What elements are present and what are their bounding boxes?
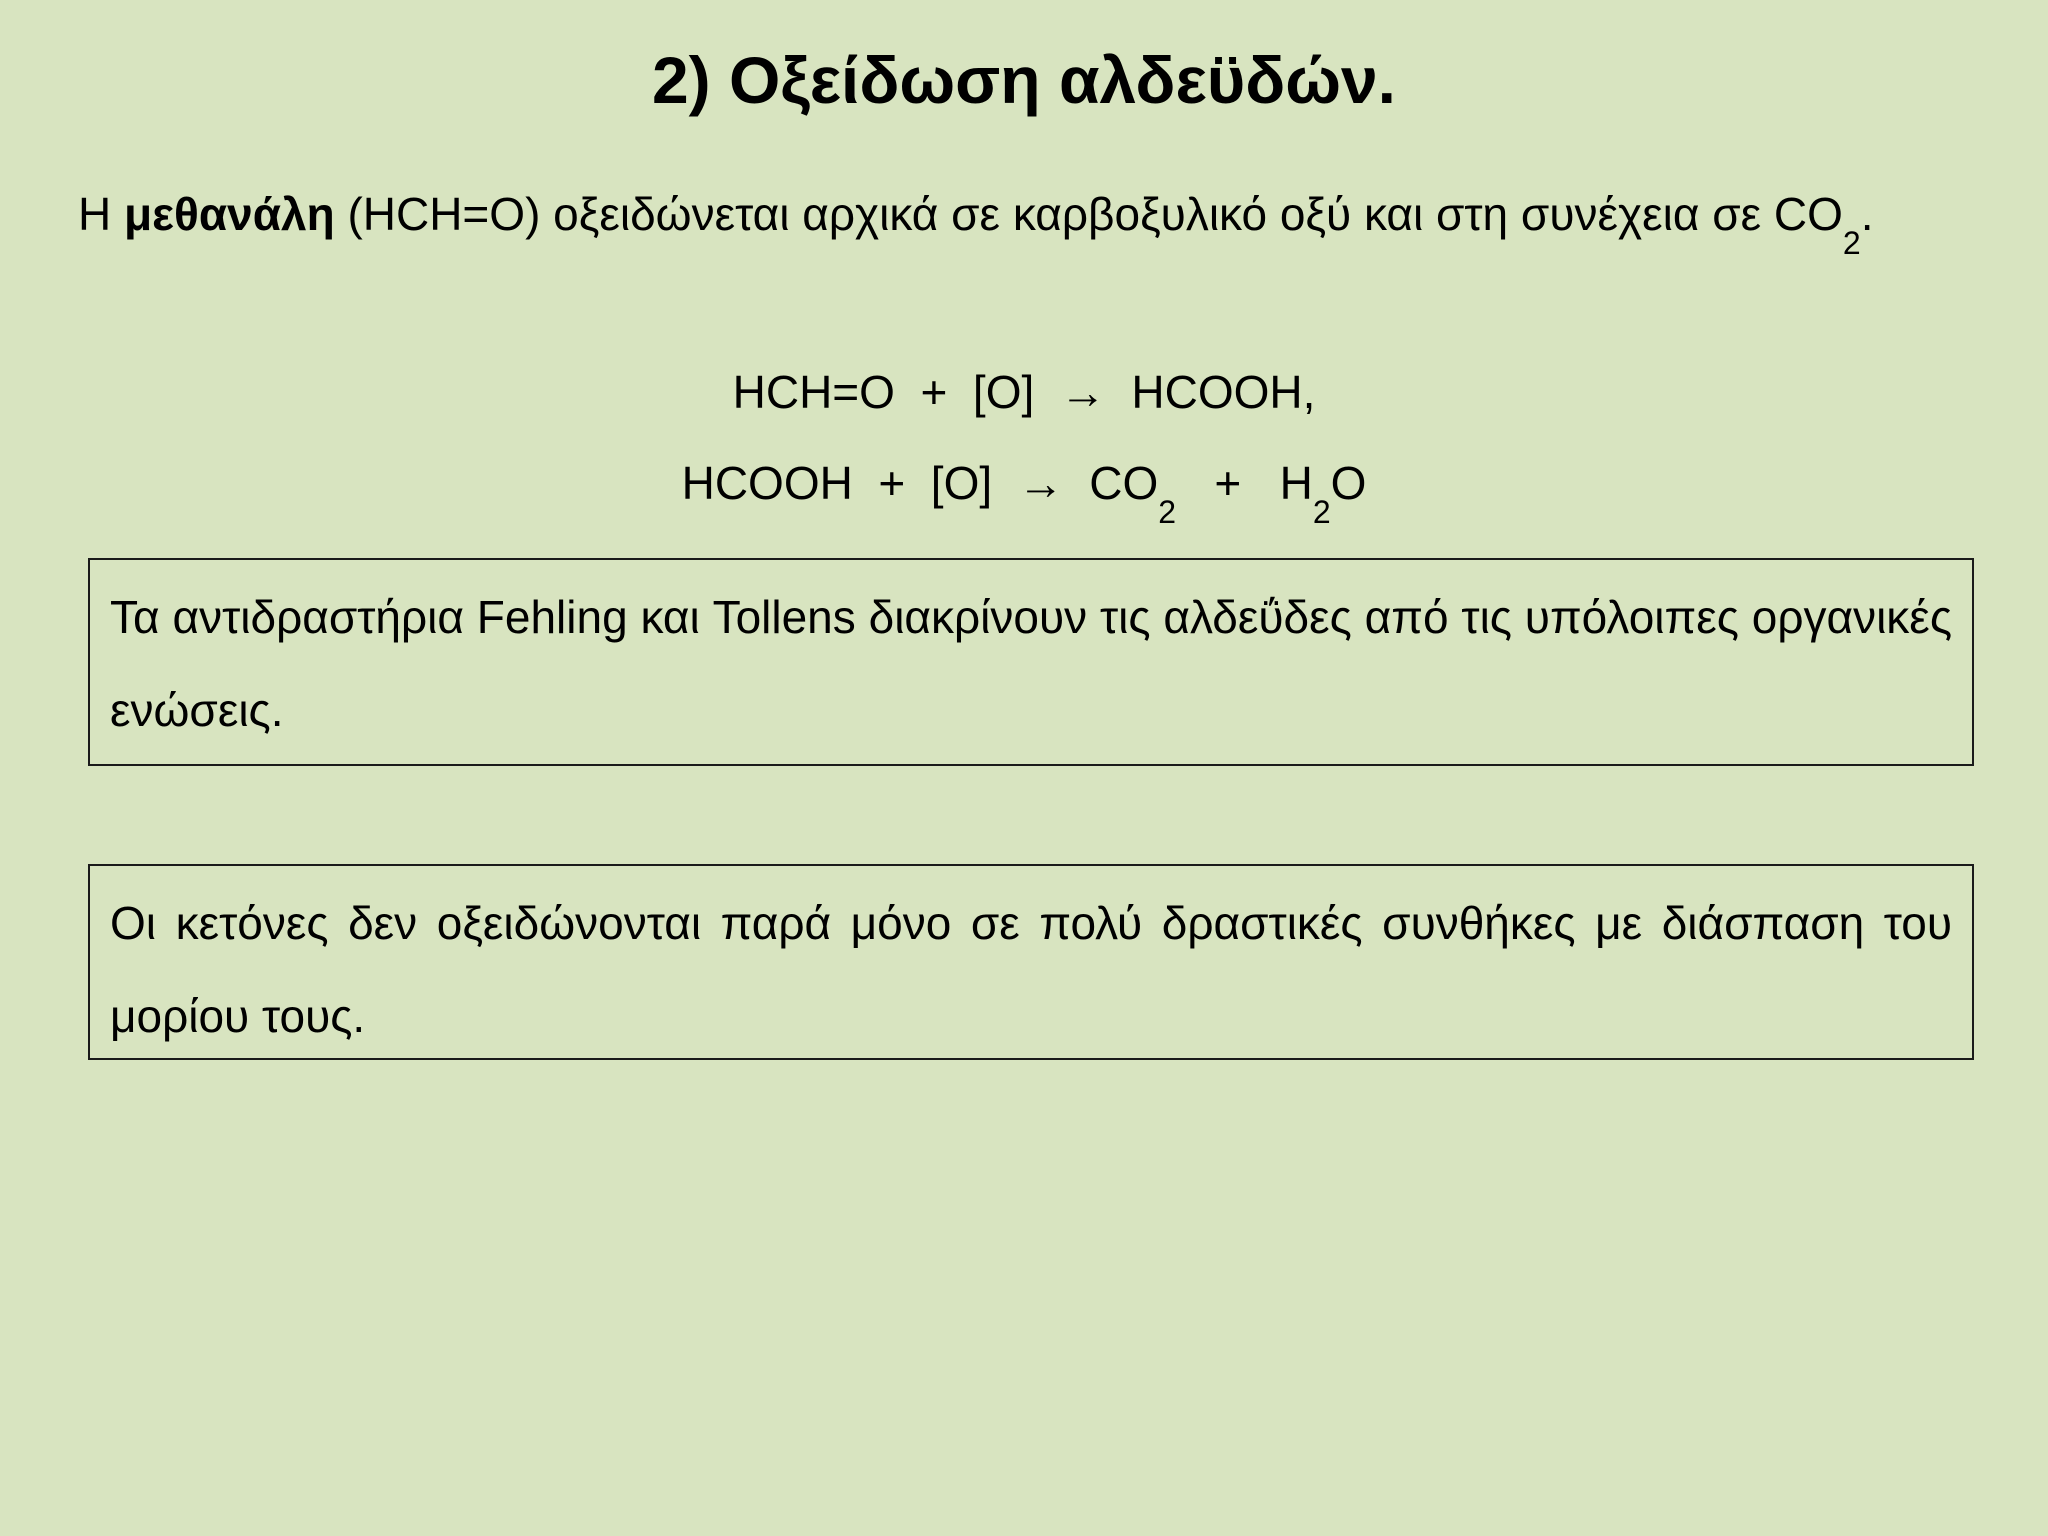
equation-1: HCH=O + [O] → HCOOH, xyxy=(732,366,1316,418)
equation-2-subscript-2: 2 xyxy=(1312,494,1331,531)
intro-text-main: (HCH=O) οξειδώνεται αρχικά σε καρβοξυλικό οξύ και στη συνέχεια σε CO xyxy=(334,188,1843,240)
intro-bold-term: μεθανάλη xyxy=(124,188,335,240)
equation-2-lhs: HCOOH + [O] → CO xyxy=(681,457,1159,509)
intro-text-start: Η xyxy=(78,188,124,240)
note-box-ketones xyxy=(88,864,1974,1060)
equation-2 xyxy=(0,453,2048,531)
intro-subscript: 2 xyxy=(1842,225,1861,262)
intro-text-end: . xyxy=(1860,188,1874,240)
equation-2-end: O xyxy=(1330,457,1367,509)
note-box-fehling-tollens xyxy=(88,558,1974,766)
intro-paragraph xyxy=(78,168,1970,261)
slide-title: 2) Οξείδωση αλδεϋδών. xyxy=(651,43,1397,117)
note-box-1-text: Τα αντιδραστήρια Fehling και Tollens διακρίνουν τις αλδεΰδες από τις υπόλοιπες οργανικές ενώσεις. xyxy=(110,591,1952,736)
equation-2-mid: + H xyxy=(1176,457,1313,509)
note-box-2-text: Οι κετόνες δεν οξειδώνονται παρά μόνο σε πολύ δραστικές συνθήκες με διάσπαση του μορίου τους. xyxy=(110,897,1952,1042)
equation-2-subscript-1: 2 xyxy=(1158,494,1177,531)
